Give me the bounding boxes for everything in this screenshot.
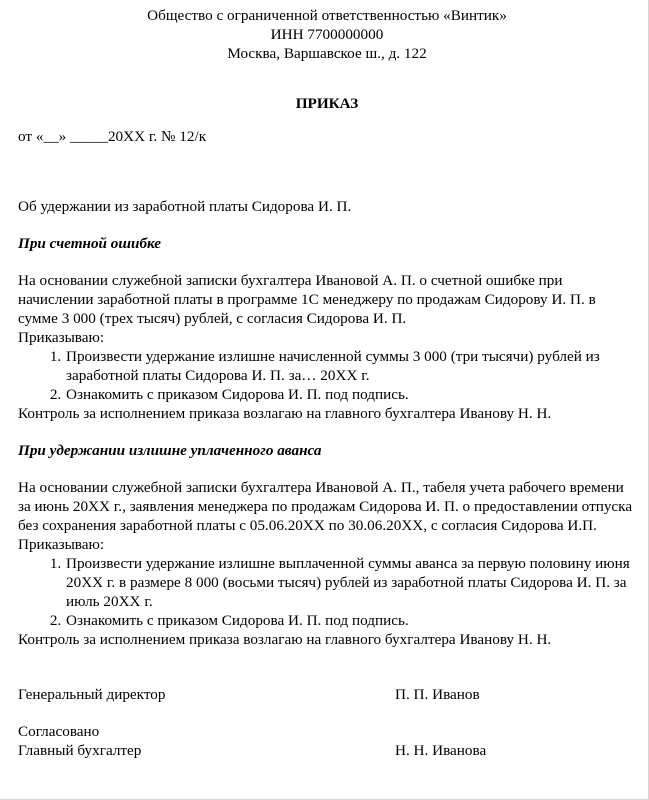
accountant-title: Главный бухгалтер: [18, 742, 142, 759]
order-subject: Об удержании из заработной платы Сидорова И. П.: [18, 198, 352, 215]
document-header: [18, 6, 636, 63]
signature-director: [18, 685, 636, 704]
section-advance-overpayment: [18, 441, 636, 649]
list-item: 1. Произвести удержание излишне выплаченной суммы аванса за первую половину июня 20ХХ г. в размере 8 000 (восьми тысяч) рублей из заработной платы Сидорова И. П. за июль 20ХХ г.: [65, 554, 636, 611]
control-statement: Контроль за исполнением приказа возлагаю на главного бухгалтера Иванову Н. Н.: [18, 405, 552, 422]
section-basis-paragraph: На основании служебной записки бухгалтера Ивановой А. П. о счетной ошибке при начислении заработной платы в программе 1С менеджеру по продажам Сидорову И. П. в сумме 3 000 (трех тысяч) рублей, с согласия Сидорова И. П.: [18, 272, 596, 327]
order-word: Приказываю:: [18, 536, 105, 553]
company-inn: ИНН 7700000000: [270, 26, 384, 43]
director-title: Генеральный директор: [18, 686, 166, 703]
document-page: [18, 6, 636, 760]
signature-approval: [18, 722, 636, 760]
order-items-list: [18, 554, 636, 630]
section-heading: При счетной ошибке: [18, 235, 162, 252]
company-name: Общество с ограниченной ответственностью «Винтик»: [147, 7, 507, 24]
order-items-list: [18, 347, 636, 404]
section-heading: При удержании излишне уплаченного аванса: [18, 442, 322, 459]
list-item: 1. Произвести удержание излишне начисленной суммы 3 000 (три тысячи) рублей из заработной платы Сидорова И. П. за… 20ХХ г.: [65, 347, 636, 385]
document-title: ПРИКАЗ: [295, 95, 359, 112]
list-item: 2. Ознакомить с приказом Сидорова И. П. под подпись.: [65, 385, 636, 404]
director-name: П. П. Иванов: [395, 686, 480, 703]
approved-label: Согласовано: [18, 723, 100, 740]
order-date-number: от «__» _____20ХХ г. № 12/к: [18, 128, 207, 145]
list-item: 2. Ознакомить с приказом Сидорова И. П. под подпись.: [65, 611, 636, 630]
company-address: Москва, Варшавское ш., д. 122: [227, 45, 427, 62]
section-calculation-error: [18, 234, 636, 423]
order-word: Приказываю:: [18, 329, 105, 346]
control-statement: Контроль за исполнением приказа возлагаю на главного бухгалтера Иванову Н. Н.: [18, 631, 552, 648]
accountant-name: Н. Н. Иванова: [395, 742, 487, 759]
section-basis-paragraph: На основании служебной записки бухгалтера Ивановой А. П., табеля учета рабочего времени за июнь 20ХХ г., заявления менеджера по продажам Сидорова И. П. о предоставлении отпуска без сохранения заработной платы с 05.06.20ХХ по 30.06.20ХХ, с согласия Сидорова И.П.: [18, 479, 633, 534]
